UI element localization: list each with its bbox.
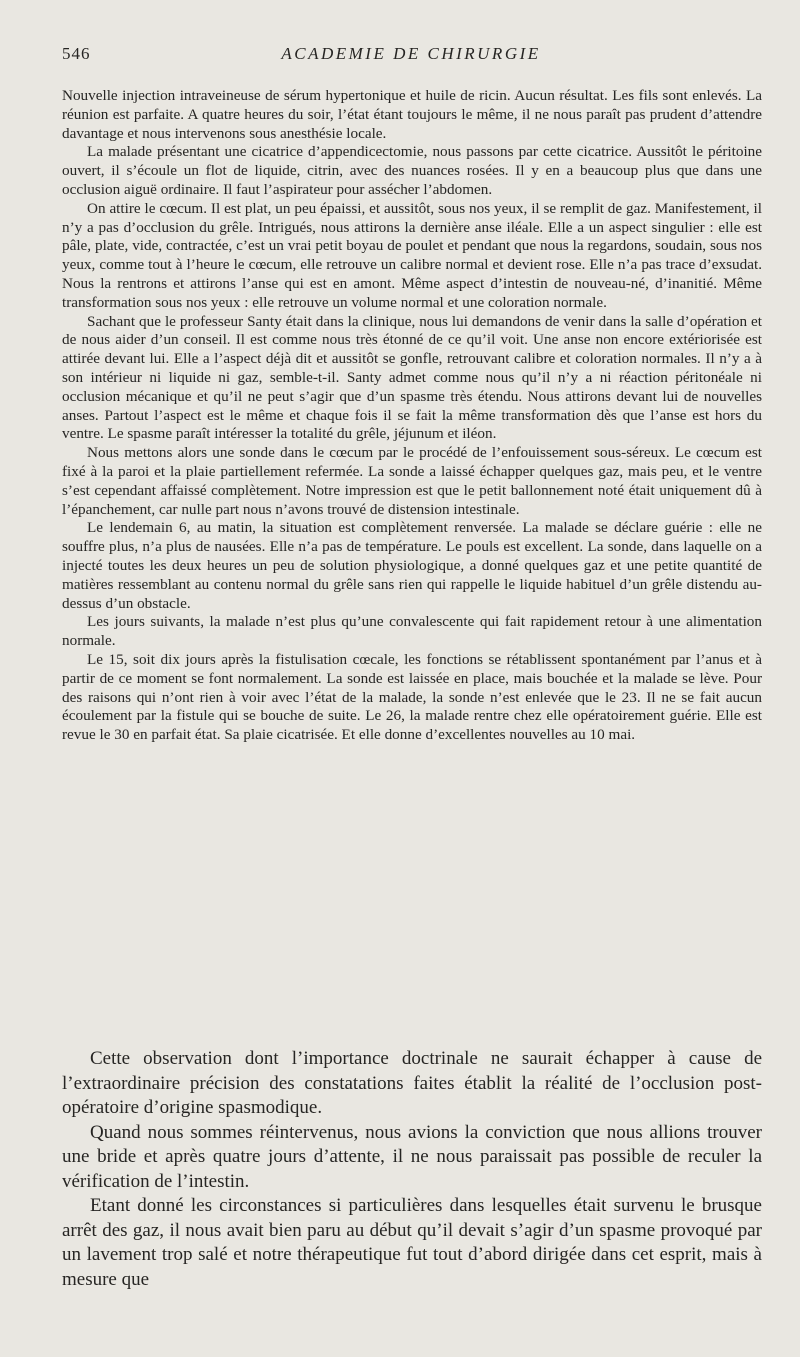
paragraph: Nouvelle injection intraveineuse de sérum hypertonique et huile de ricin. Aucun résultat. Les fils sont enlevés. La réunion est parfaite. A quatre heures du soir, l’état étant toujours le même, il ne nous paraît pas prudent d’attendre davantage et nous intervenons sous anesthésie locale. xyxy=(62,87,762,142)
paragraph: Quand nous sommes réintervenus, nous avions la conviction que nous allions trouver une bride et après quatre jours d’attente, il ne nous paraissait pas possible de reculer la vérification de l’intestin. xyxy=(62,1121,762,1192)
paragraph: La malade présentant une cicatrice d’appendicectomie, nous passons par cette cicatrice. Aussitôt le péritoine ouvert, il s’écoule un flot de liquide, citrin, avec des nuances rosées. Il y en a beaucoup plus que dans une occlusion aiguë ordinaire. Il faut l’aspirateur pour assécher l’abdomen. xyxy=(62,143,762,198)
page-number: 546 xyxy=(62,44,91,63)
paragraph: Le 15, soit dix jours après la fistulisation cœcale, les fonctions se rétablissent spontanément par l’anus et à partir de ce moment se font normalement. La sonde est laissée en place, mais bouchée et la malade se lève. Pour des raisons qui n’ont rien à voir avec l’état de la malade, la sonde n’est enlevée que le 23. Il ne se fait aucun écoulement par la fistule qui se bouche de suite. Le 26, la malade rentre chez elle opératoirement guérie. Elle est revue le 30 en parfait état. Sa plaie cicatrisée. Et elle donne d’excellentes nouvelles au 10 mai. xyxy=(62,650,762,744)
paragraph: Cette observation dont l’importance doctrinale ne saurait échapper à cause de l’extraordinaire précision des constatations faites établit la réalité de l’occlusion post-opératoire d’origine spasmodique. xyxy=(62,1048,762,1118)
paragraph: Le lendemain 6, au matin, la situation est complètement renversée. La malade se déclare guérie : elle ne souffre plus, n’a plus de nausées. Elle n’a pas de température. Le pouls est excellent. La sonde, dans laquelle on a injecté toutes les deux heures un peu de solution physiologique, a donné quelques gaz et une petite quantité de matières ressemblant au contenu normal du grêle sans rien qui rappelle le liquide habituel d’un grêle distendu au-dessus d’un obstacle. xyxy=(62,519,762,612)
page-header xyxy=(62,44,760,72)
running-title: ACADEMIE DE CHIRURGIE xyxy=(281,44,541,63)
paragraph: Sachant que le professeur Santy était dans la clinique, nous lui demandons de venir dans la salle d’opération et de nous aider d’un conseil. Il est comme nous très étonné de ce qu’il voit. Une anse non encore extériorisée est attirée devant lui. Elle a l’aspect déjà dit et aussitôt se gonfle, retrouvant calibre et coloration normales. Il n’y a à son intérieur ni liquide ni gaz, semble-t-il. Santy admet comme nous qu’il n’y a ni réaction péritonéale ni occlusion mécanique et qu’il ne peut s’agir que d’un spasme très étendu. Nous attirons devant lui de nouvelles anses. Partout l’aspect est le même et chaque fois il se fait la même transformation dès que l’anse est hors du ventre. Le spasme paraît intéresser la totalité du grêle, jéjunum et iléon. xyxy=(62,312,762,443)
case-report-text xyxy=(62,87,762,745)
discussion-text xyxy=(62,1047,762,1292)
paragraph: Nous mettons alors une sonde dans le cœcum par le procédé de l’enfouissement sous-séreux. Le cœcum est fixé à la paroi et la plaie partiellement refermée. La sonde a laissé échapper quelques gaz, mais peu, et le ventre s’est cependant affaissé complètement. Notre impression est que le petit ballonnement noté était uniquement dû à l’épanchement, car nulle part nous n’avons trouvé de distension intestinale. xyxy=(62,444,762,518)
paragraph: Etant donné les circonstances si particulières dans lesquelles était survenu le brusque arrêt des gaz, il nous avait bien paru au début qu’il devait s’agir d’un spasme provoqué par un lavement trop salé et notre thérapeutique fut tout d’abord dirigée dans cet esprit, mais à mesure que xyxy=(62,1195,762,1290)
paragraph: On attire le cœcum. Il est plat, un peu épaissi, et aussitôt, sous nos yeux, il se remplit de gaz. Manifestement, il n’y a pas d’occlusion du grêle. Intrigués, nous attirons la dernière anse iléale. Elle a un aspect singulier : elle est pâle, plate, vide, contractée, c’est un vrai petit boyau de poulet et pendant que nous la regardons, soudain, sous nos yeux, comme tout à l’heure le cœcum, elle retrouve un calibre normal et devient rose. Elle n’a pas trace d’exsudat. Nous la rentrons et attirons l’anse qui est en amont. Même aspect d’intestin de nouveau-né, d’inanitié. Même transformation sous nos yeux : elle retrouve un volume normal et une coloration normale. xyxy=(62,199,762,311)
paragraph: Les jours suivants, la malade n’est plus qu’une convalescente qui fait rapidement retour à une alimentation normale. xyxy=(62,613,762,650)
